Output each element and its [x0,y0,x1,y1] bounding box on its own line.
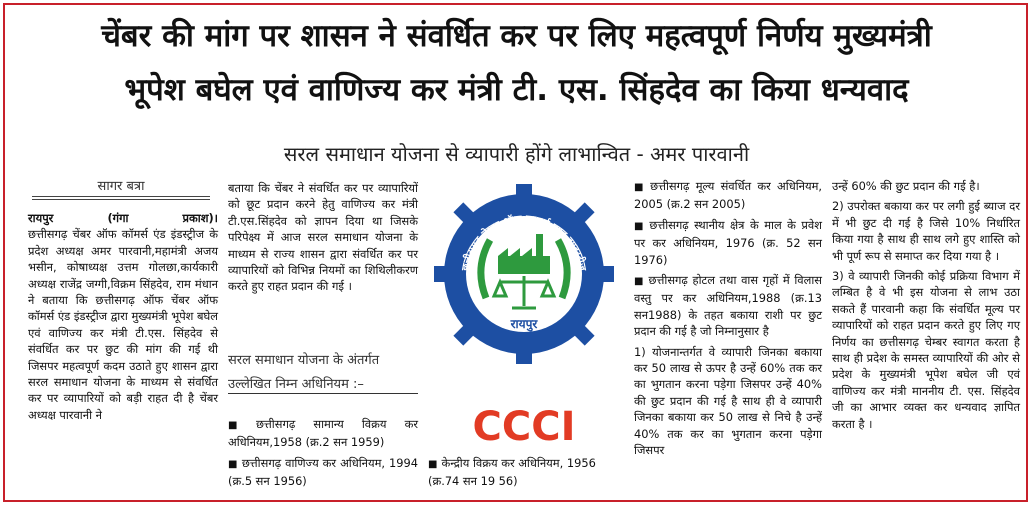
act-item [228,416,418,451]
act-item [634,272,822,340]
act-item [228,455,418,490]
section-heading-line-1: सरल समाधान योजना के अंतर्गत [228,353,380,368]
column-1-text: छत्तीसगढ़ चेंबर ऑफ कॉमर्स एंड इंडस्ट्रीज के प्रदेश अध्यक्ष अमर पारवानी,महामंत्री अजय भसीन, कोषाध्यक्ष उत्तम गोलछा,कार्यकारी अध्यक्ष राजेंद्र जग्गी,विक्रम सिंहदेव, राम मंधान ने बताया कि छत्तीसगढ़ ऑफ चेंबर ऑफ कॉमर्स एंड इंडस्ट्रीज द्वारा मुख्यमंत्री भूपेश बघेल एवं वाणिज्य कर मंत्री टी.एस. सिंहदेव से संवर्धित कर पर छुट की मांग की गई थी जिसपर महत्वपूर्ण कदम उठाते हुए शासन द्वारा सरल समाधान योजना के माध्यम से संवर्धित कर पर व्यापारियों को बड़ी राहत दी है चेंबर अध्यक्ष पारवानी ने [28,227,219,422]
act-item [634,178,822,213]
square-bullet-icon: ■ [634,182,647,193]
act-list-column-2 [228,416,418,494]
square-bullet-icon: ■ [634,276,645,288]
square-bullet-icon: ■ [428,459,438,470]
article-column-3 [634,178,822,463]
act-item-text: छत्तीसगढ़ सामान्य विक्रय कर अधिनियम,1958 (क्र.2 सन 1959) [228,417,418,450]
logo-caption [428,455,618,490]
logo-caption-text: केन्द्रीय विक्रय कर अधिनियम, 1956 (क्र.74 सन 19 56) [428,456,596,489]
act-item [634,217,822,268]
subheadline: सरल समाधान योजना से व्यापारी होंगे लाभान्वित - अमर पारवानी [283,142,750,166]
column-2-text: बताया कि चेंबर ने संवर्धित कर पर व्यापारियों को छूट प्रदान करने हेतु वाणिज्य कर मंत्री टी.एस.सिंहदेव को ज्ञापन दिया था जिसके परिपेक्ष्य में आज सरल समाधान योजना के माध्यम से राज्य शासन द्वारा संवर्धित कर पर व्यापारियों को विभिन्न नियमों का शिथिलीकरण करते हुए राहत प्रदान की गई । [228,181,418,294]
logo-city-text: रायपुर [510,317,538,331]
article-column-2 [228,180,418,299]
act-item-text: छत्तीसगढ़ होटल तथा वास गृहों में विलास वस्तु पर कर अधिनियम,1988 (क्र.13 सन1988) के तहत बकाया राशी पर छुट प्रदान की गई है जो निम्नानुसार है [634,273,822,339]
column-4-para: उन्हें 60% की छुट प्रदान की गई है। [832,179,980,193]
ccci-emblem-icon [428,178,620,450]
square-bullet-icon: ■ [228,420,252,431]
section-rule [228,393,418,394]
byline-label: सागर बत्रा [32,176,210,197]
headline-line-1: चेंबर की मांग पर शासन ने संवर्धित कर पर लिए महत्वपूर्ण निर्णय मुख्यमंत्री [101,18,932,54]
logo-acronym-text: CCCI [472,404,576,450]
ccci-logo [428,178,620,450]
square-bullet-icon: ■ [634,220,646,232]
logo-ring-text: छत्तीसगढ़ चेम्बर ऑफ कामर्स एण्ड इण्डस्ट्रीज [460,213,588,272]
act-item-text: छत्तीसगढ़ स्थानीय क्षेत्र के माल के प्रवेश पर कर अधिनियम, 1976 (क्र. 52 सन 1976) [634,217,822,267]
headline-line-2: भूपेश बघेल एवं वाणिज्य कर मंत्री टी. एस. सिंहदेव का किया धन्यवाद [124,72,909,108]
column-4-para: 2) उपरोक्त बकाया कर पर लगी हुई ब्याज दर में भी छुट दी गई है जिसे 10% निर्धारित किया गया है साथ ही साथ लगे हुए शास्ति को भी पूर्ण रूप से समाप्त कर दिया गया है । [832,199,1020,263]
act-item-text: छत्तीसगढ़ मूल्य संवर्धित कर अधिनियम, 2005 (क्र.2 सन 2005) [634,179,823,212]
section-heading-line-2: उल्लेखित निम्न अधिनियम :– [228,377,364,392]
article-column-1 [28,210,218,427]
column-3-para: 1) योजनान्तर्गत वे व्यापारी जिनका बकाया कर 50 लाख से ऊपर है उन्हें 60% तक कर का भुगतान करना पड़ेगा जिसपर उन्हें 40% की छुट प्रदान की गई है साथ ही वे व्यापारी जिनका बकाया कर 50 लाख से निचे है उन्हें 40% तक कर का भुगतान करना पड़ेगा जिसपर [634,344,822,458]
column-4-para: 3) वे व्यापारी जिनकी कोई प्रक्रिया विभाग में लम्बित है वे भी इस योजना से लाभ उठा सकते हैं पारवानी कहा कि संवर्धित मूल्य पर व्यापारियों को राहत प्रदान करते हुए लिए गए निर्णय का छत्तीसगढ़ चेम्बर स्वागत करता है साथ ही प्रदेश के समस्त व्यापारियों की ओर से प्रदेश के मुख्यमंत्री भूपेश बघेल जी एवं वाणिज्य कर मंत्री माननीय टी. एस. सिंहदेव जी का आभार व्यक्त कर धन्यवाद ज्ञापित करता है । [832,269,1020,431]
act-item-text: छत्तीसगढ़ वाणिज्य कर अधिनियम, 1994 (क्र.5 सन 1956) [228,455,418,489]
article-column-4 [832,178,1020,436]
dateline: रायपुर (गंगा प्रकाश)। [28,211,218,225]
square-bullet-icon: ■ [228,458,238,470]
